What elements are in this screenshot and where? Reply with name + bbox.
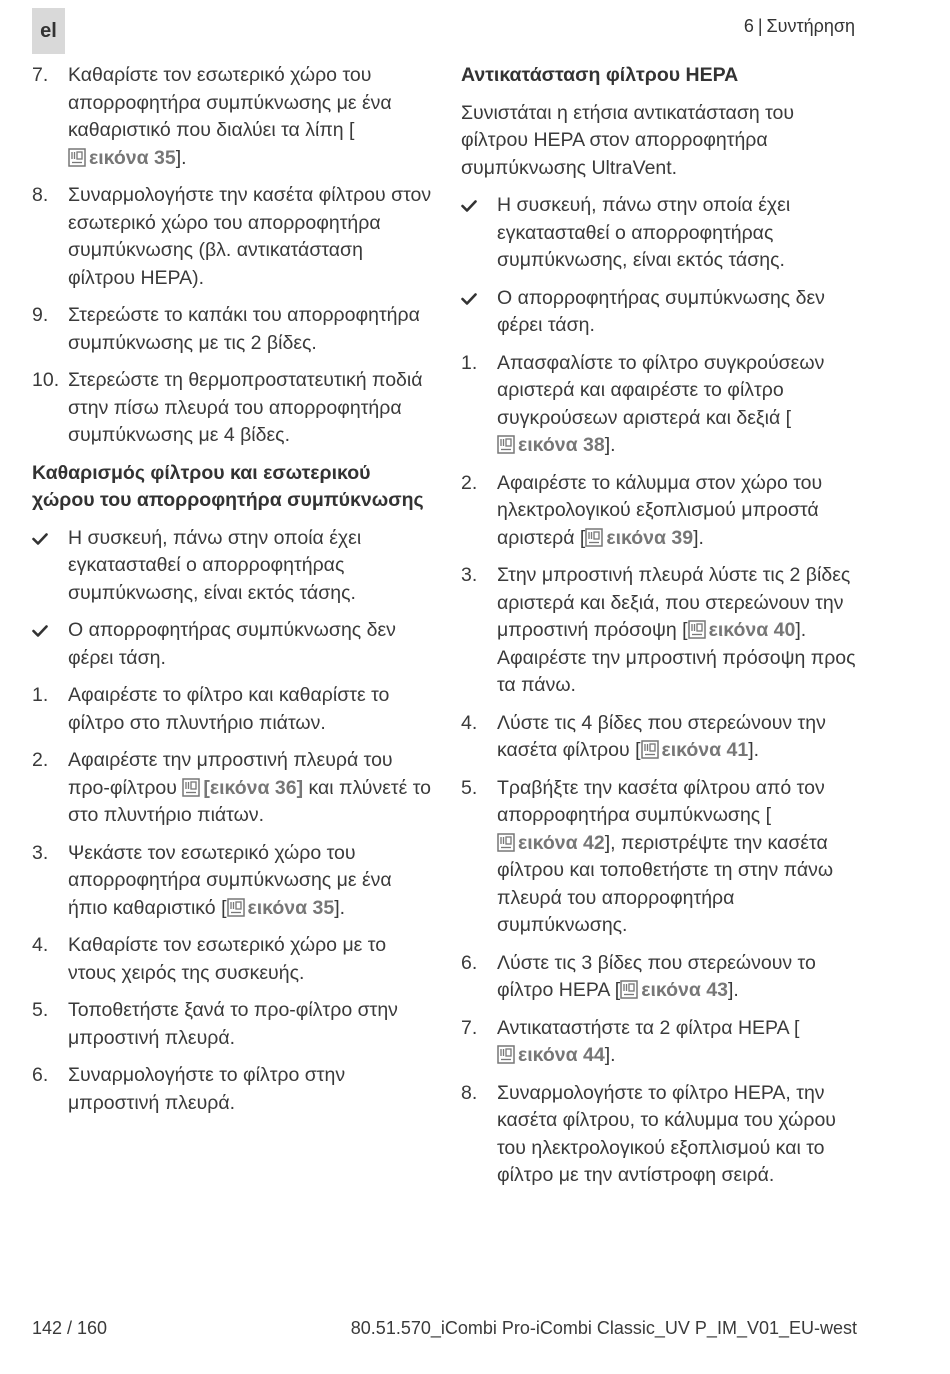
step-text: ]. — [604, 434, 616, 456]
list-item — [32, 997, 432, 1052]
step-text: Αφαιρέστε το κάλυμμα στον χώρο του ηλεκτρολογικού εξοπλισμού μπροστά αριστερά [ — [497, 471, 823, 549]
figure-reference-icon — [227, 898, 245, 917]
figure-reference-label: εικόνα 35 — [247, 896, 335, 919]
figure-reference-label: [εικόνα 36] — [203, 776, 304, 799]
step-text: Απασφαλίστε το φίλτρο συγκρούσεων αριστερά και αφαιρέστε το φίλτρο συγκρούσεων αριστερά και δεξιά [ — [497, 351, 825, 429]
list-item — [32, 747, 432, 830]
list-item — [32, 840, 432, 923]
figure-reference-icon — [497, 1045, 515, 1064]
figure-reference-icon — [497, 435, 515, 454]
step-number: 7. — [32, 64, 49, 86]
cleaning-steps-continued — [32, 62, 432, 450]
figure-reference-label: εικόνα 41 — [661, 739, 749, 761]
step-number: 9. — [32, 304, 49, 326]
step-text: ]. — [748, 739, 760, 761]
step-text: Αντικαταστήστε τα 2 φίλτρα HEPA [ — [497, 1016, 800, 1039]
figure-reference-icon — [620, 980, 638, 999]
step-text: Συναρμολογήστε την κασέτα φίλτρου στον εσωτερικό χώρο του απορροφητήρα συμπύκνωσης (βλ. αντικατάσταση φίλτρου HEPA). — [68, 184, 432, 289]
step-text: και πλύνετέ το στο πλυντήριο πιάτων. — [68, 776, 431, 826]
step-text: Στερεώστε το καπάκι του απορροφητήρα συμπύκνωσης με τις 2 βίδες. — [68, 304, 420, 354]
list-item — [461, 950, 861, 1005]
list-item — [32, 1062, 432, 1117]
checkmark-icon — [32, 533, 48, 545]
step-number: 1. — [461, 351, 478, 374]
step-text: Τοποθετήστε ξανά το προ-φίλτρο στην μπροστινή πλευρά. — [68, 999, 398, 1049]
precondition-item — [32, 617, 432, 672]
figure-reference-label: εικόνα 44 — [518, 1044, 605, 1066]
preconditions-cleaning — [32, 525, 432, 673]
step-text: Συναρμολογήστε το φίλτρο στην μπροστινή πλευρά. — [68, 1064, 346, 1114]
figure-reference-link[interactable] — [641, 739, 749, 761]
step-number: 10. — [32, 369, 60, 391]
step-number: 5. — [461, 776, 478, 799]
precondition-text: Η συσκευή, πάνω στην οποία έχει εγκατασταθεί ο απορροφητήρας συμπύκνωσης, είναι εκτός τάσης. — [497, 194, 791, 271]
step-text: ]. — [727, 979, 739, 1001]
precondition-text: Ο απορροφητήρας συμπύκνωσης δεν φέρει τάση. — [68, 619, 396, 669]
step-text: ]. — [693, 526, 704, 549]
checkmark-icon — [461, 200, 477, 212]
list-item — [461, 562, 861, 700]
precondition-text: Η συσκευή, πάνω στην οποία έχει εγκατασταθεί ο απορροφητήρας συμπύκνωσης, είναι εκτός τάσης. — [68, 526, 362, 604]
figure-reference-label: εικόνα 40 — [708, 619, 796, 641]
chapter-title: Συντήρηση — [766, 16, 855, 36]
checkmark-icon — [32, 625, 48, 637]
step-text: Αφαιρέστε την μπροστινή πλευρά του προ-φίλτρου — [68, 749, 393, 799]
list-item — [461, 775, 861, 940]
figure-reference-icon — [641, 740, 659, 759]
step-text: ]. — [175, 146, 187, 169]
figure-reference-icon — [688, 620, 706, 639]
step-text: ]. — [334, 896, 346, 919]
step-text: Τραβήξτε την κασέτα φίλτρου από τον απορροφητήρα συμπύκνωσης [ — [497, 776, 825, 826]
list-item — [32, 182, 432, 292]
page-number: 142 / 160 — [32, 1318, 108, 1338]
figure-reference-label: εικόνα 38 — [518, 434, 605, 456]
cleaning-steps — [32, 682, 432, 1117]
hepa-intro: Συνιστάται η ετήσια αντικατάσταση του φίλτρου HEPA στον απορροφητήρα συμπύκνωσης UltraVent. — [461, 101, 795, 179]
step-text: ], περιστρέψτε την κασέτα φίλτρου και τοποθετήστε τη στην πάνω πλευρά του απορροφητήρα συμπύκνωσης. — [497, 831, 834, 936]
figure-reference-label: εικόνα 43 — [641, 979, 728, 1001]
checkmark-icon — [461, 293, 477, 305]
step-number: 8. — [32, 184, 49, 206]
figure-reference-label: εικόνα 39 — [606, 526, 694, 549]
step-text: Λύστε τις 3 βίδες που στερεώνουν το φίλτρο HEPA [ — [497, 951, 816, 1001]
precondition-item — [32, 525, 432, 608]
figure-reference-label: εικόνα 35 — [89, 146, 176, 169]
list-item — [32, 367, 432, 450]
step-number: 3. — [32, 841, 49, 864]
figure-reference-link[interactable] — [688, 619, 796, 641]
figure-reference-link[interactable] — [182, 777, 303, 799]
left-column — [32, 62, 432, 1127]
step-number: 2. — [461, 471, 478, 494]
step-text: Στην μπροστινή πλευρά λύστε τις 2 βίδες αριστερά και δεξιά, που στερεώνουν την μπροστινή πρόσοψη [ — [497, 564, 851, 641]
figure-reference-link[interactable] — [497, 832, 605, 854]
step-text: ]. Αφαιρέστε την μπροστινή πρόσοψη προς τα πάνω. — [497, 619, 856, 696]
precondition-item — [461, 285, 861, 340]
figure-reference-icon — [497, 833, 515, 852]
list-item — [32, 682, 432, 737]
preconditions-hepa — [461, 192, 861, 340]
step-number: 6. — [461, 951, 478, 974]
step-text: Στερεώστε τη θερμοπροστατευτική ποδιά στην πίσω πλευρά του απορροφητήρα συμπύκνωσης με 4 βίδες. — [68, 369, 423, 446]
list-item — [461, 1015, 861, 1070]
step-text: Συναρμολογήστε το φίλτρο HEPA, την κασέτα φίλτρου, το κάλυμμα του χώρου του ηλεκτρολογικού εξοπλισμού και το φίλτρο με την αντίστροφη σειρά. — [497, 1081, 836, 1186]
chapter-header — [744, 16, 855, 37]
precondition-text: Ο απορροφητήρας συμπύκνωσης δεν φέρει τάση. — [497, 286, 825, 336]
step-number: 8. — [461, 1081, 478, 1104]
document-id: 80.51.570_iCombi Pro-iCombi Classic_UV P_IM_V01_EU-west — [350, 1318, 857, 1338]
right-column — [461, 62, 861, 1200]
figure-reference-icon — [182, 778, 200, 797]
step-number: 5. — [32, 999, 49, 1021]
step-text: Καθαρίστε τον εσωτερικό χώρο του απορροφητήρα συμπύκνωσης με ένα καθαριστικό που διαλύει τα λίπη [ — [68, 64, 392, 141]
list-item — [461, 470, 861, 553]
step-text: Λύστε τις 4 βίδες που στερεώνουν την κασέτα φίλτρου [ — [497, 711, 826, 761]
step-number: 2. — [32, 749, 49, 771]
step-number: 1. — [32, 684, 49, 706]
step-text: Ψεκάστε τον εσωτερικό χώρο του απορροφητήρα συμπύκνωσης με ένα ήπιο καθαριστικό [ — [68, 841, 392, 919]
hepa-steps — [461, 350, 861, 1190]
figure-reference-link[interactable] — [497, 1044, 605, 1066]
figure-reference-link[interactable] — [620, 979, 728, 1001]
step-text: Καθαρίστε τον εσωτερικό χώρο με το ντους χειρός της συσκευής. — [68, 934, 387, 984]
list-item — [32, 62, 432, 172]
list-item — [461, 710, 861, 765]
language-tab: el — [32, 8, 65, 54]
list-item — [461, 1080, 861, 1190]
list-item — [32, 932, 432, 987]
precondition-item — [461, 192, 861, 275]
step-number: 3. — [461, 564, 478, 586]
step-text: Αφαιρέστε το φίλτρο και καθαρίστε το φίλτρο στο πλυντήριο πιάτων. — [68, 684, 390, 734]
section-heading-cleaning: Καθαρισμός φίλτρου και εσωτερικού χώρου του απορροφητήρα συμπύκνωσης — [32, 461, 424, 511]
figure-reference-link[interactable] — [227, 897, 335, 919]
list-item — [461, 350, 861, 460]
figure-reference-icon — [585, 528, 603, 547]
figure-reference-icon — [68, 148, 86, 167]
chapter-number: 6 — [743, 16, 754, 36]
step-number: 6. — [32, 1064, 49, 1086]
step-number: 4. — [32, 934, 49, 956]
list-item — [32, 302, 432, 357]
figure-reference-link[interactable] — [497, 434, 605, 456]
step-text: ]. — [604, 1044, 616, 1066]
step-number: 4. — [461, 711, 478, 734]
step-number: 7. — [461, 1016, 478, 1039]
figure-reference-link[interactable] — [68, 147, 176, 169]
chapter-separator: | — [757, 16, 763, 36]
figure-reference-label: εικόνα 42 — [518, 831, 605, 854]
section-heading-hepa: Αντικατάσταση φίλτρου HEPA — [461, 64, 739, 86]
figure-reference-link[interactable] — [585, 527, 693, 549]
